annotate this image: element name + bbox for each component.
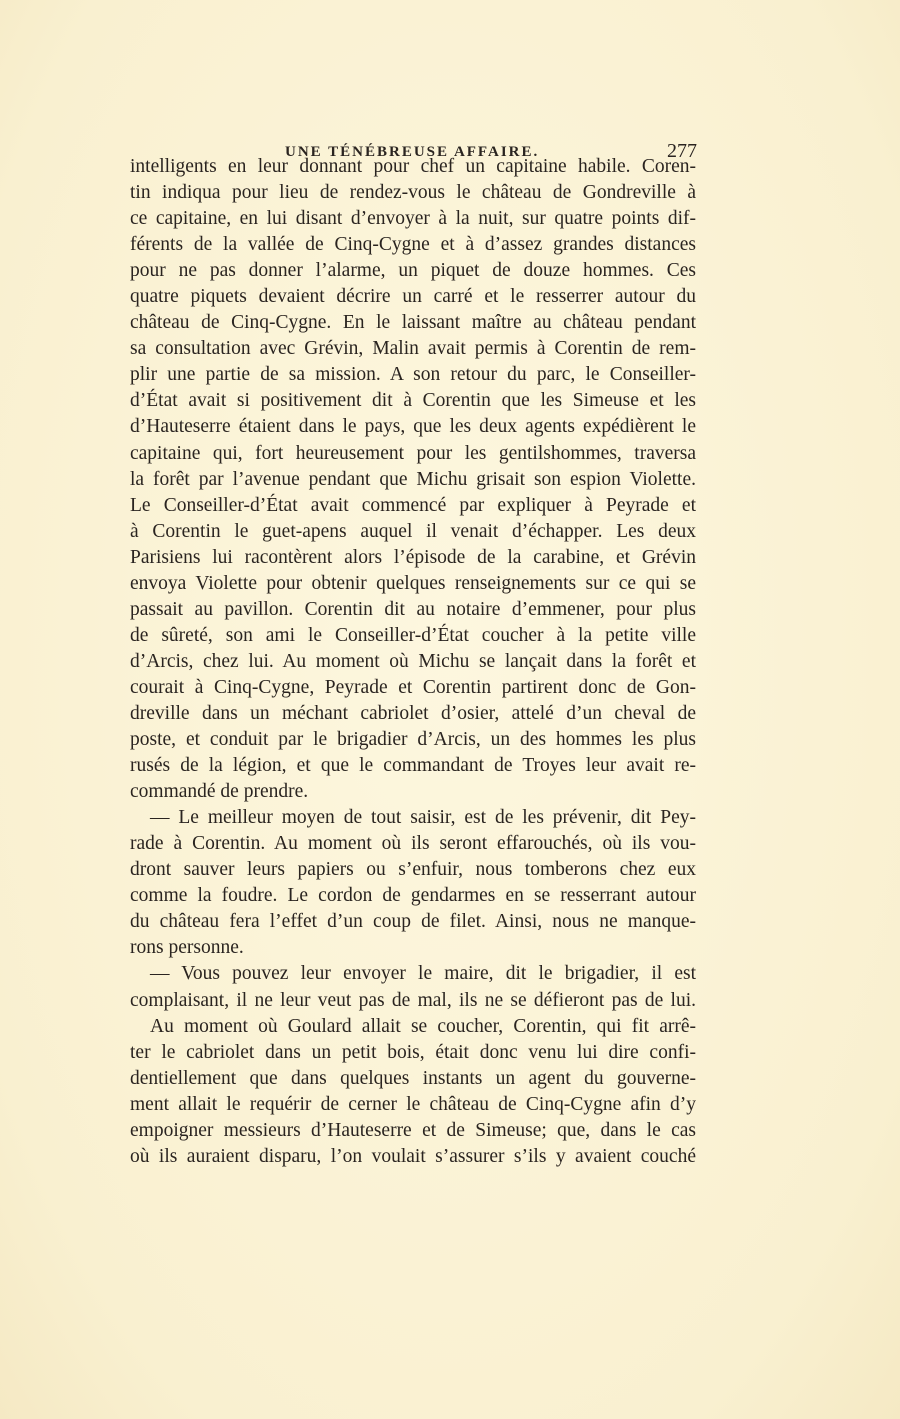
- text-line: pour ne pas donner l’alarme, un piquet de douze hommes. Ces: [130, 260, 696, 282]
- text-line: ter le cabriolet dans un petit bois, était donc venu lui dire confi-: [130, 1041, 696, 1063]
- text-line: — Le meilleur moyen de tout saisir, est de les prévenir, dit Pey-: [150, 807, 696, 829]
- text-line: poste, et conduit par le brigadier d’Arcis, un des hommes les plus: [130, 729, 696, 751]
- text-line: tin indiqua pour lieu de rendez-vous le château de Gondreville à: [130, 182, 696, 204]
- text-line: château de Cinq-Cygne. En le laissant maître au château pendant: [130, 312, 696, 334]
- text-line: dentiellement que dans quelques instants un agent du gouverne-: [130, 1067, 696, 1089]
- text-line: à Corentin le guet-apens auquel il venait d’échapper. Les deux: [130, 520, 696, 542]
- text-line: Le Conseiller-d’État avait commencé par expliquer à Peyrade et: [130, 494, 696, 516]
- text-line: courait à Cinq-Cygne, Peyrade et Corentin partirent donc de Gon-: [130, 676, 696, 698]
- text-line: Au moment où Goulard allait se coucher, Corentin, qui fit arrê-: [150, 1015, 696, 1037]
- body-text: [130, 154, 696, 1170]
- text-line: où ils auraient disparu, l’on voulait s’assurer s’ils y avaient couché: [130, 1145, 696, 1167]
- page-number: 277: [667, 140, 697, 162]
- text-line: empoigner messieurs d’Hauteserre et de Simeuse; que, dans le cas: [130, 1119, 696, 1141]
- text-line: quatre piquets devaient décrire un carré et le resserrer autour du: [130, 286, 696, 308]
- text-line: commandé de prendre.: [130, 781, 309, 803]
- text-line: sa consultation avec Grévin, Malin avait permis à Corentin de rem-: [130, 338, 696, 360]
- text-line: rusés de la légion, et que le commandant de Troyes leur avait re-: [130, 755, 696, 777]
- text-line: dront sauver leurs papiers ou s’enfuir, nous tomberons chez eux: [130, 859, 696, 881]
- text-line: férents de la vallée de Cinq-Cygne et à d’assez grandes distances: [130, 234, 696, 256]
- text-line: du château fera l’effet d’un coup de filet. Ainsi, nous ne manque-: [130, 911, 696, 933]
- text-line: ce capitaine, en lui disant d’envoyer à la nuit, sur quatre points dif-: [130, 208, 696, 230]
- text-line: d’Arcis, chez lui. Au moment où Michu se lançait dans la forêt et: [130, 650, 696, 672]
- text-line: complaisant, il ne leur veut pas de mal, ils ne se défieront pas de lui.: [130, 989, 696, 1011]
- text-line: ment allait le requérir de cerner le château de Cinq-Cygne afin d’y: [130, 1093, 696, 1115]
- text-line: capitaine qui, fort heureusement pour les gentilshommes, traversa: [130, 442, 696, 464]
- text-line: rade à Corentin. Au moment où ils seront effarouchés, où ils vou-: [130, 833, 696, 855]
- text-line: rons personne.: [130, 937, 244, 959]
- text-line: de sûreté, son ami le Conseiller-d’État coucher à la petite ville: [130, 624, 696, 646]
- text-line: passait au pavillon. Corentin dit au notaire d’emmener, pour plus: [130, 598, 696, 620]
- text-line: intelligents en leur donnant pour chef un capitaine habile. Coren-: [130, 156, 696, 177]
- text-line: Parisiens lui racontèrent alors l’épisode de la carabine, et Grévin: [130, 546, 696, 568]
- text-line: d’État avait si positivement dit à Corentin que les Simeuse et les: [130, 390, 696, 412]
- text-line: — Vous pouvez leur envoyer le maire, dit le brigadier, il est: [150, 963, 696, 985]
- text-line: la forêt par l’avenue pendant que Michu grisait son espion Violette.: [130, 468, 696, 490]
- text-line: plir une partie de sa mission. A son retour du parc, le Conseiller-: [130, 364, 696, 386]
- text-line: envoya Violette pour obtenir quelques renseignements sur ce qui se: [130, 572, 696, 594]
- text-line: dreville dans un méchant cabriolet d’osier, attelé d’un cheval de: [130, 702, 696, 724]
- text-line: comme la foudre. Le cordon de gendarmes en se resserrant autour: [130, 885, 696, 907]
- text-line: d’Hauteserre étaient dans le pays, que les deux agents expédièrent le: [130, 416, 696, 438]
- running-title: UNE TÉNÉBREUSE AFFAIRE.: [285, 144, 540, 160]
